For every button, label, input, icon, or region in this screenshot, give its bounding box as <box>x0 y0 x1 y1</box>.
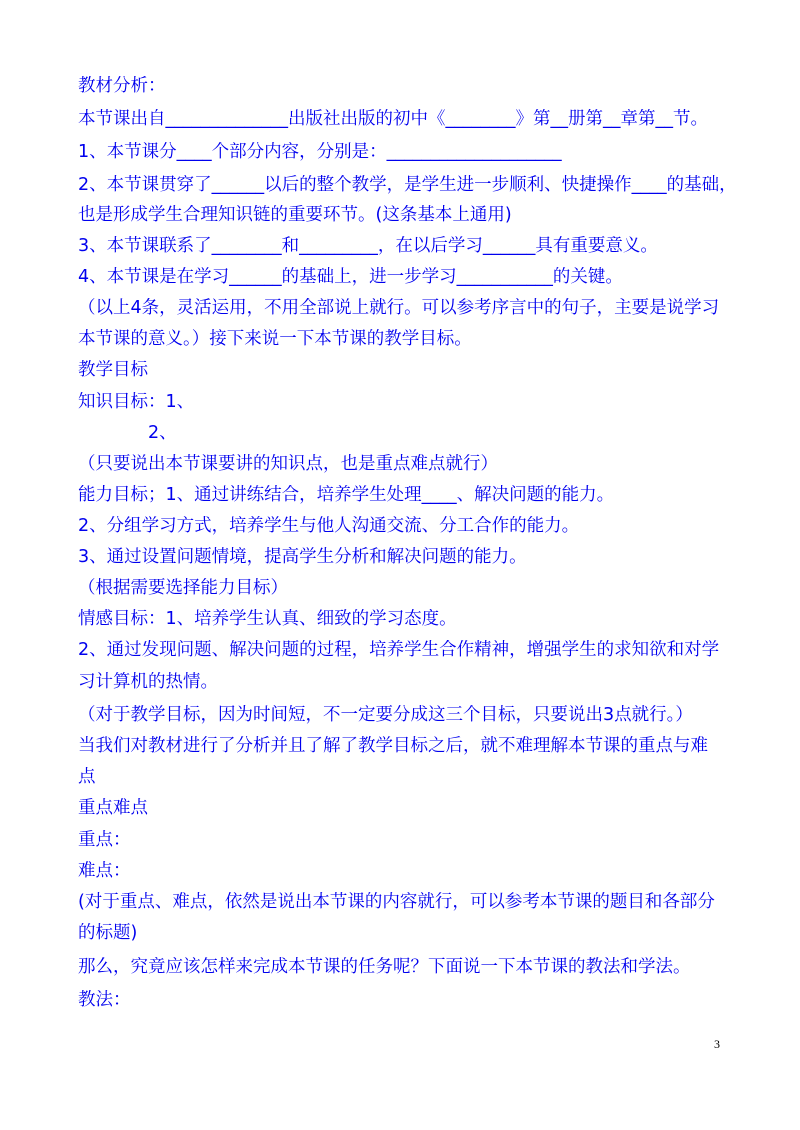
text-line-14: 能力目标；1、通过讲练结合，培养学生处理____、解决问题的能力。 <box>78 485 615 505</box>
text-line-7: 4、本节课是在学习______的基础上，进一步学习___________的关键。 <box>78 267 623 287</box>
text-line-25: 重点： <box>78 830 131 850</box>
text-line-20: 习计算机的热情。 <box>78 672 218 692</box>
text-line-24: 重点难点 <box>78 798 148 818</box>
text-line-11: 知识目标：1、 <box>78 392 195 412</box>
text-line-23: 点 <box>78 767 96 787</box>
text-line-29: 那么，究竟应该怎样来完成本节课的任务呢？下面说一下本节课的教法和学法。 <box>78 957 691 977</box>
page-number: 3 <box>714 1037 720 1051</box>
text-line-27: (对于重点、难点，依然是说出本节课的内容就行，可以参考本节课的题目和各部分 <box>78 892 715 912</box>
text-line-17: （根据需要选择能力目标） <box>78 578 288 598</box>
text-line-9: 本节课的意义。）接下来说一下本节课的教学目标。 <box>78 329 472 349</box>
text-line-22: 当我们对教材进行了分析并且了解了教学目标之后，就不难理解本节课的重点与难 <box>78 736 708 756</box>
text-line-8: （以上4条，灵活运用，不用全部说上就行。可以参考序言中的句子，主要是说学习 <box>78 298 720 318</box>
text-line-16: 3、通过设置问题情境，提高学生分析和解决问题的能力。 <box>78 547 527 567</box>
text-line-3: 1、本节课分____个部分内容，分别是：____________________ <box>78 142 562 162</box>
text-line-1: 教材分析： <box>78 76 166 96</box>
text-line-6: 3、本节课联系了________和_________，在以后学习______具有重要意义。 <box>78 236 658 256</box>
text-line-15: 2、分组学习方式，培养学生与他人沟通交流、分工合作的能力。 <box>78 516 580 536</box>
text-line-2: 本节课出自______________出版社出版的初中《________》第__册第__章第__节。 <box>78 109 708 129</box>
text-line-21: （对于教学目标，因为时间短，不一定要分成这三个目标，只要说出3点就行。） <box>78 705 693 725</box>
text-line-12: 2、 <box>148 423 177 443</box>
text-line-18: 情感目标：1、培养学生认真、细致的学习态度。 <box>78 609 457 629</box>
text-line-10: 教学目标 <box>78 360 148 380</box>
text-line-26: 难点： <box>78 861 131 881</box>
text-line-4: 2、本节课贯穿了______以后的整个教学，是学生进一步顺利、快捷操作____的基础， <box>78 175 737 195</box>
text-line-28: 的标题) <box>78 923 138 943</box>
text-line-30: 教法： <box>78 990 131 1010</box>
text-line-19: 2、通过发现问题、解决问题的过程，培养学生合作精神，增强学生的求知欲和对学 <box>78 640 720 660</box>
text-line-5: 也是形成学生合理知识链的重要环节。(这条基本上通用) <box>78 205 512 225</box>
text-line-13: （只要说出本节课要讲的知识点，也是重点难点就行） <box>78 454 498 474</box>
